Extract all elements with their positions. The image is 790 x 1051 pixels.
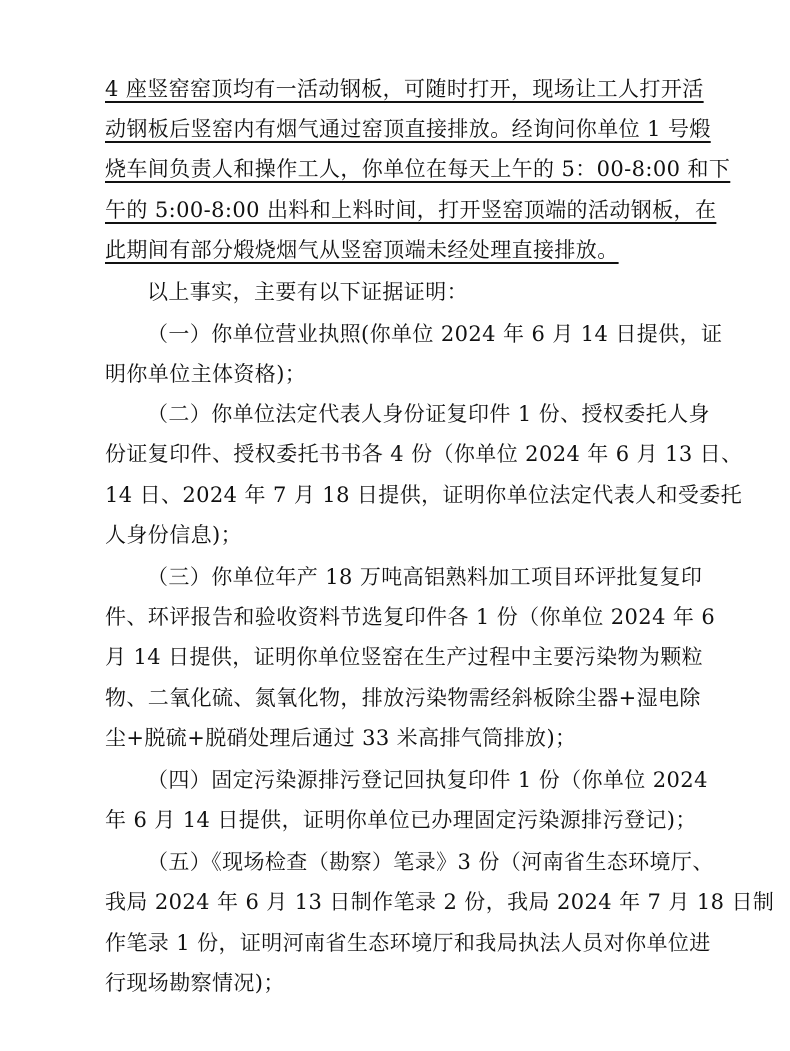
text-line: （五）《现场检查（勘察）笔录》3 份（河南省生态环境厅、: [147, 850, 714, 874]
text-line: 以上事实，主要有以下证据证明：: [147, 280, 468, 304]
text-line: 份证复印件、授权委托书书各 4 份（你单位 2024 年 6 月 13 日、: [105, 442, 743, 466]
text-line: 作笔录 1 份，证明河南省生态环境厅和我局执法人员对你单位进: [105, 931, 711, 955]
text-line: 人身份信息)；: [105, 523, 242, 547]
text-line: 月 14 日提供，证明你单位竖窑在生产过程中主要污染物为颗粒: [105, 645, 704, 669]
text-line: 我局 2024 年 6 月 13 日制作笔录 2 份，我局 2024 年 7 月 18 日制: [105, 890, 775, 914]
text-line: 动钢板后竖窑内有烟气通过窑顶直接排放。经询问你单位 1 号煅: [105, 117, 711, 141]
text-line: （二）你单位法定代表人身份证复印件 1 份、授权委托人身: [147, 402, 710, 426]
text-line: （四）固定污染源排污登记回执复印件 1 份（你单位 2024: [147, 768, 708, 792]
text-line: （一）你单位营业执照(你单位 2024 年 6 月 14 日提供，证: [147, 322, 723, 346]
text-line: 烧车间负责人和操作工人，你单位在每天上午的 5：00-8:00 和下: [105, 157, 731, 181]
text-line: 14 日、2024 年 7 月 18 日提供，证明你单位法定代表人和受委托: [105, 483, 743, 507]
text-line: 尘+脱硫+脱硝处理后通过 33 米高排气筒排放)；: [105, 726, 577, 750]
text-line: 午的 5:00-8:00 出料和上料时间，打开竖窑顶端的活动钢板，在: [105, 198, 717, 222]
text-line: 物、二氧化硫、氮氧化物，排放污染物需经斜板除尘器+湿电除: [105, 686, 701, 710]
text-line: 明你单位主体资格)；: [105, 362, 307, 386]
text-line: 此期间有部分煅烧烟气从竖窑顶端未经处理直接排放。: [105, 238, 619, 262]
text-line: 件、环评报告和验收资料节选复印件各 1 份（你单位 2024 年 6: [105, 605, 716, 629]
text-line: 4 座竖窑窑顶均有一活动钢板，可随时打开，现场让工人打开活: [105, 77, 704, 101]
text-line: 年 6 月 14 日提供，证明你单位已办理固定污染源排污登记)；: [105, 808, 697, 832]
text-line: （三）你单位年产 18 万吨高铝熟料加工项目环评批复复印: [147, 565, 703, 589]
text-line: 行现场勘察情况)；: [105, 971, 285, 995]
